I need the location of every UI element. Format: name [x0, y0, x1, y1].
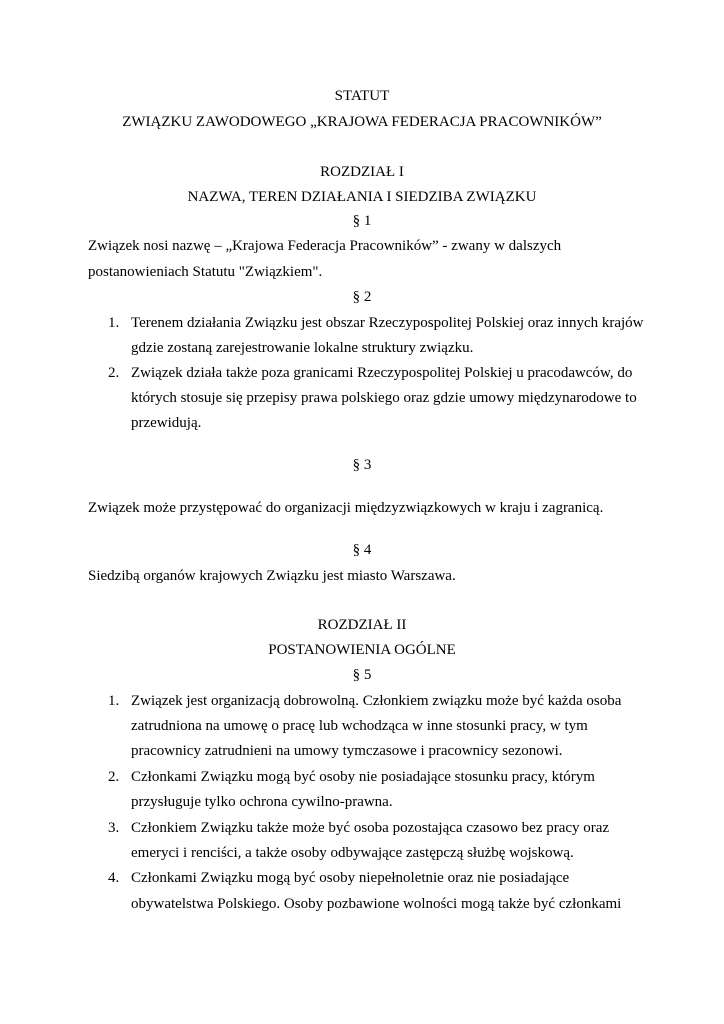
chapter-2-subheading: POSTANOWIENIA OGÓLNE: [268, 642, 456, 658]
list-item-number: 2.: [108, 769, 120, 785]
section-4-text: Siedzibą organów krajowych Związku jest miasto Warszawa.: [88, 568, 456, 584]
document-subtitle: ZWIĄZKU ZAWODOWEGO „KRAJOWA FEDERACJA PRACOWNIKÓW”: [122, 114, 602, 130]
list-item-line: zatrudniona na umowę o pracę lub wchodząca w inne stosunki pracy, w tym: [131, 718, 588, 734]
list-item-line: obywatelstwa Polskiego. Osoby pozbawione wolności mogą także być członkami: [131, 896, 622, 912]
list-item-number: 1.: [108, 315, 120, 331]
list-item-line: gdzie zostaną zarejestrowanie lokalne struktury związku.: [131, 340, 474, 356]
section-4-sign: § 4: [352, 542, 372, 558]
list-item-line: Członkiem Związku także może być osoba pozostająca czasowo bez pracy oraz: [131, 820, 610, 836]
chapter-1-subheading: NAZWA, TEREN DZIAŁANIA I SIEDZIBA ZWIĄZKU: [187, 189, 537, 205]
chapter-1-heading: ROZDZIAŁ I: [320, 164, 404, 180]
section-1-sign: § 1: [352, 213, 372, 229]
section-3-sign: § 3: [352, 457, 372, 473]
list-item-line: emeryci i renciści, a także osoby odbywające zastępczą służbę wojskową.: [131, 845, 574, 861]
section-1-line: postanowieniach Statutu "Związkiem".: [88, 264, 323, 280]
list-item-line: przysługuje tylko ochrona cywilno-prawna.: [131, 794, 393, 810]
list-item-line: Związek jest organizacją dobrowolną. Członkiem związku może być każda osoba: [131, 693, 622, 709]
section-2-sign: § 2: [352, 289, 372, 305]
list-item-line: przewidują.: [131, 415, 202, 431]
list-item-line: Członkami Związku mogą być osoby niepełnoletnie oraz nie posiadające: [131, 870, 570, 886]
list-item-line: Terenem działania Związku jest obszar Rzeczypospolitej Polskiej oraz innych krajów: [131, 315, 644, 331]
list-item-line: Członkami Związku mogą być osoby nie posiadające stosunku pracy, którym: [131, 769, 595, 785]
document-title: STATUT: [334, 88, 390, 104]
chapter-2-heading: ROZDZIAŁ II: [317, 617, 407, 633]
list-item-line: pracownicy zatrudnieni na umowy tymczasowe i pracownicy sezonowi.: [131, 743, 563, 759]
section-5-sign: § 5: [352, 667, 372, 683]
list-item-number: 4.: [108, 870, 120, 886]
list-item-number: 1.: [108, 693, 120, 709]
section-3-text: Związek może przystępować do organizacji międzyzwiązkowych w kraju i zagranicą.: [88, 500, 604, 516]
list-item-number: 2.: [108, 365, 120, 381]
list-item-line: których stosuje się przepisy prawa polskiego oraz gdzie umowy międzynarodowe to: [131, 390, 637, 406]
list-item-number: 3.: [108, 820, 120, 836]
list-item-line: Związek działa także poza granicami Rzeczypospolitej Polskiej u pracodawców, do: [131, 365, 633, 381]
section-1-line: Związek nosi nazwę – „Krajowa Federacja Pracowników” - zwany w dalszych: [88, 238, 562, 254]
